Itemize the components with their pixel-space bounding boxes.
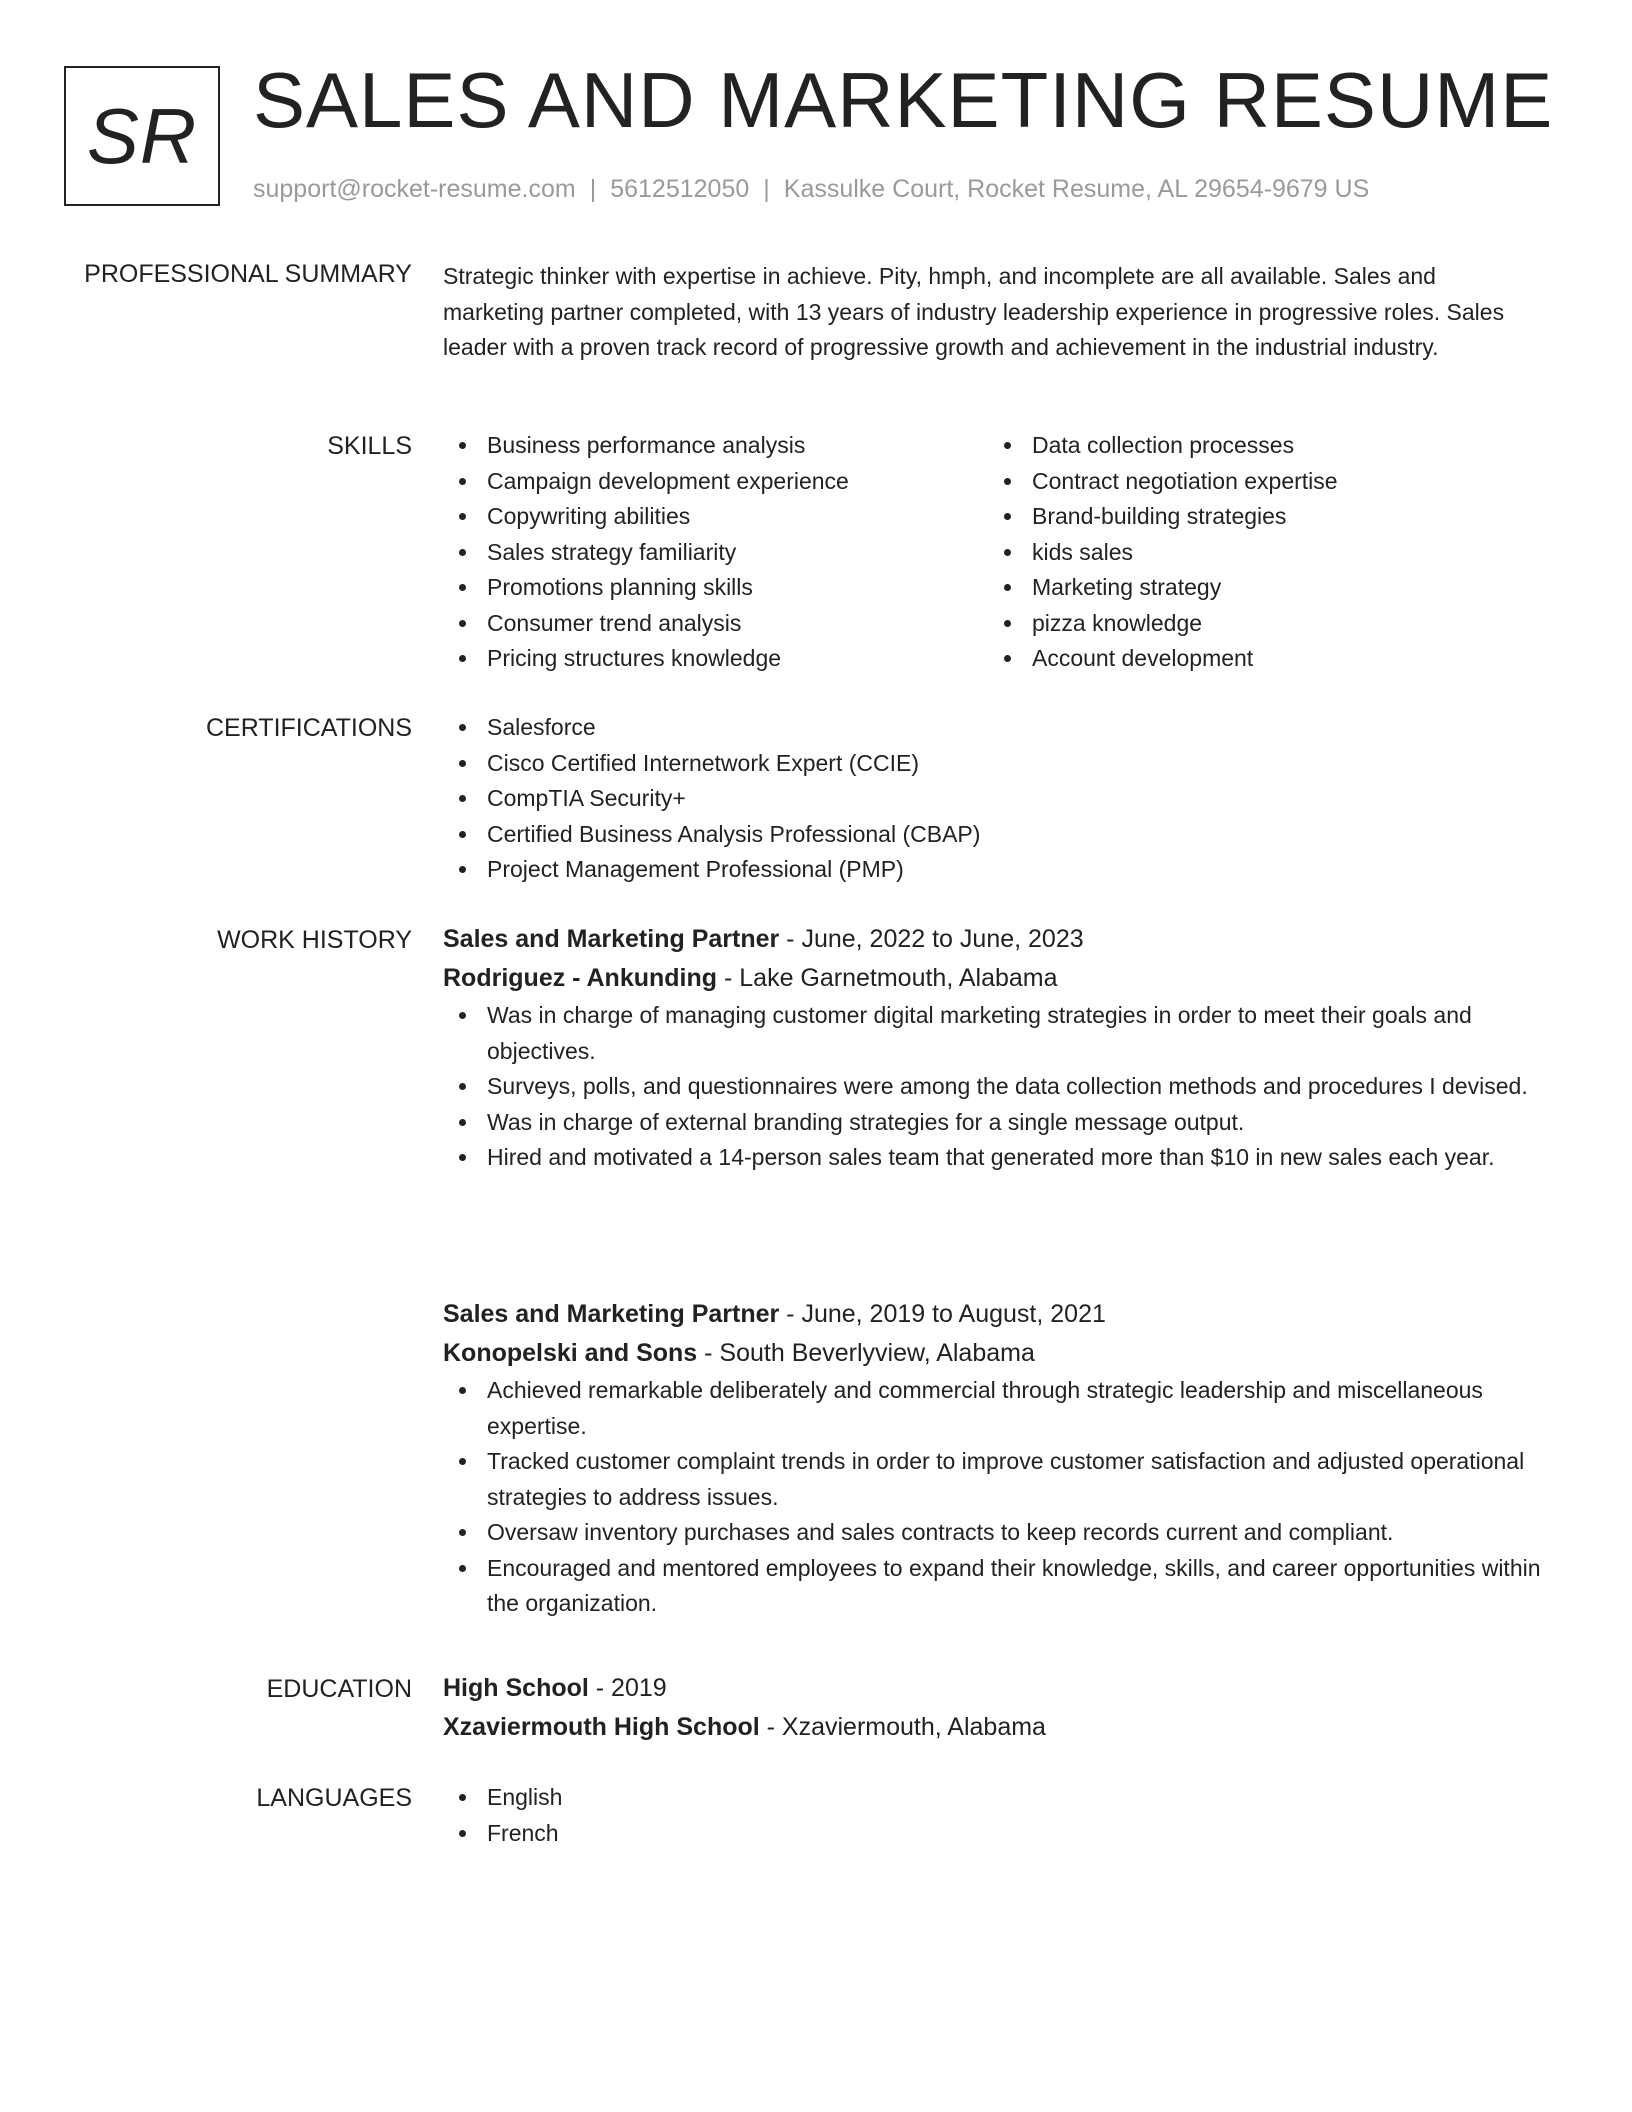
contact-separator: |	[763, 175, 770, 203]
job-title-line	[443, 920, 1563, 959]
education-school-line	[443, 1708, 1563, 1747]
bullet-icon	[459, 1830, 466, 1837]
bullet-icon	[459, 1458, 466, 1465]
skill-item: Consumer trend analysis	[443, 606, 988, 642]
bullet-icon	[1004, 549, 1011, 556]
certification-item: Project Management Professional (PMP)	[443, 852, 1563, 888]
skill-item: Account development	[988, 641, 1533, 677]
language-item: English	[443, 1780, 1563, 1816]
bullet-icon	[459, 442, 466, 449]
job-entry	[443, 1295, 1563, 1622]
skill-item: Contract negotiation expertise	[988, 464, 1533, 500]
contact-phone: 5612512050	[610, 175, 750, 203]
bullet-icon	[1004, 620, 1011, 627]
job-entry	[443, 920, 1563, 1176]
section-title-certifications: CERTIFICATIONS	[205, 714, 412, 742]
skill-item: Campaign development experience	[443, 464, 988, 500]
bullet-icon	[1004, 513, 1011, 520]
education-degree-line	[443, 1669, 1563, 1708]
bullet-icon	[1004, 442, 1011, 449]
contact-line	[253, 172, 1369, 206]
section-title-summary: PROFESSIONAL SUMMARY	[84, 260, 412, 288]
bullet-icon	[459, 1794, 466, 1801]
job-company: Rodriguez - Ankunding	[443, 964, 718, 992]
job-duty-item: Achieved remarkable deliberately and commercial through strategic leadership and miscellaneous expertise.	[443, 1373, 1563, 1444]
job-duty-item: Was in charge of external branding strategies for a single message output.	[443, 1105, 1563, 1141]
bullet-icon	[459, 760, 466, 767]
bullet-icon	[459, 795, 466, 802]
education-year: - 2019	[588, 1674, 667, 1702]
bullet-icon	[459, 1387, 466, 1394]
job-role: Sales and Marketing Partner	[443, 1300, 780, 1328]
job-duty-item: Encouraged and mentored employees to expand their knowledge, skills, and career opportunities within the organization.	[443, 1551, 1563, 1622]
job-company: Konopelski and Sons	[443, 1339, 698, 1367]
job-duty-item: Surveys, polls, and questionnaires were among the data collection methods and procedures I devised.	[443, 1069, 1563, 1105]
contact-email: support@rocket-resume.com	[253, 175, 576, 203]
section-title-education: EDUCATION	[266, 1675, 412, 1703]
job-duty-item: Was in charge of managing customer digital marketing strategies in order to meet their goals and objectives.	[443, 998, 1563, 1069]
bullet-icon	[459, 655, 466, 662]
skill-item: pizza knowledge	[988, 606, 1533, 642]
bullet-icon	[459, 1565, 466, 1572]
skills-list-right	[988, 428, 1533, 677]
section-title-languages: LANGUAGES	[256, 1784, 412, 1812]
section-title-work-history: WORK HISTORY	[217, 926, 412, 954]
education-location: - Xzaviermouth, Alabama	[759, 1713, 1046, 1741]
bullet-icon	[459, 831, 466, 838]
bullet-icon	[459, 620, 466, 627]
bullet-icon	[1004, 584, 1011, 591]
certification-item: Cisco Certified Internetwork Expert (CCIE)	[443, 746, 1563, 782]
skill-item: Marketing strategy	[988, 570, 1533, 606]
job-duties-list	[443, 1373, 1563, 1622]
bullet-icon	[459, 584, 466, 591]
language-item: French	[443, 1816, 1563, 1852]
job-location: - Lake Garnetmouth, Alabama	[717, 964, 1058, 992]
education-degree: High School	[443, 1674, 589, 1702]
bullet-icon	[459, 549, 466, 556]
monogram-logo: SR	[64, 66, 220, 206]
resume-header	[0, 0, 1632, 220]
bullet-icon	[459, 724, 466, 731]
certification-item: Certified Business Analysis Professional (CBAP)	[443, 817, 1563, 853]
contact-address: Kassulke Court, Rocket Resume, AL 29654-9679 US	[783, 175, 1370, 203]
bullet-icon	[459, 1154, 466, 1161]
bullet-icon	[459, 1119, 466, 1126]
job-role: Sales and Marketing Partner	[443, 925, 780, 953]
job-title-line	[443, 1295, 1563, 1334]
bullet-icon	[459, 1083, 466, 1090]
job-duty-item: Tracked customer complaint trends in order to improve customer satisfaction and adjusted operational strategies to address issues.	[443, 1444, 1563, 1515]
certification-item: Salesforce	[443, 710, 1563, 746]
job-dates: - June, 2019 to August, 2021	[779, 1300, 1106, 1328]
skill-item: Brand-building strategies	[988, 499, 1533, 535]
skill-item: Promotions planning skills	[443, 570, 988, 606]
job-duties-list	[443, 998, 1563, 1176]
bullet-icon	[459, 1529, 466, 1536]
bullet-icon	[1004, 655, 1011, 662]
skill-item: Copywriting abilities	[443, 499, 988, 535]
bullet-icon	[459, 478, 466, 485]
job-dates: - June, 2022 to June, 2023	[779, 925, 1084, 953]
bullet-icon	[1004, 478, 1011, 485]
education-school: Xzaviermouth High School	[443, 1713, 760, 1741]
skills-list-left	[443, 428, 988, 677]
job-duty-item: Oversaw inventory purchases and sales contracts to keep records current and compliant.	[443, 1515, 1563, 1551]
certifications-list	[443, 710, 1563, 888]
job-company-line	[443, 1334, 1563, 1373]
job-company-line	[443, 959, 1563, 998]
skill-item: Data collection processes	[988, 428, 1533, 464]
bullet-icon	[459, 1012, 466, 1019]
languages-list	[443, 1780, 1563, 1851]
certification-item: CompTIA Security+	[443, 781, 1563, 817]
summary-text: Strategic thinker with expertise in achieve. Pity, hmph, and incomplete are all available. Sales and marketing partner completed, with 13 years of industry leadership experience in progressive roles. Sales leader with a proven track record of progressive growth and achievement in the industrial industry.	[443, 263, 1505, 360]
bullet-icon	[459, 513, 466, 520]
job-location: - South Beverlyview, Alabama	[697, 1339, 1035, 1367]
skill-item: Business performance analysis	[443, 428, 988, 464]
bullet-icon	[459, 866, 466, 873]
resume-title: SALES AND MARKETING RESUME	[253, 56, 1554, 144]
job-duty-item: Hired and motivated a 14-person sales team that generated more than $10 in new sales each year.	[443, 1140, 1563, 1176]
skill-item: kids sales	[988, 535, 1533, 571]
contact-separator: |	[589, 175, 597, 203]
skill-item: Pricing structures knowledge	[443, 641, 988, 677]
skill-item: Sales strategy familiarity	[443, 535, 988, 571]
section-title-skills: SKILLS	[327, 432, 412, 460]
